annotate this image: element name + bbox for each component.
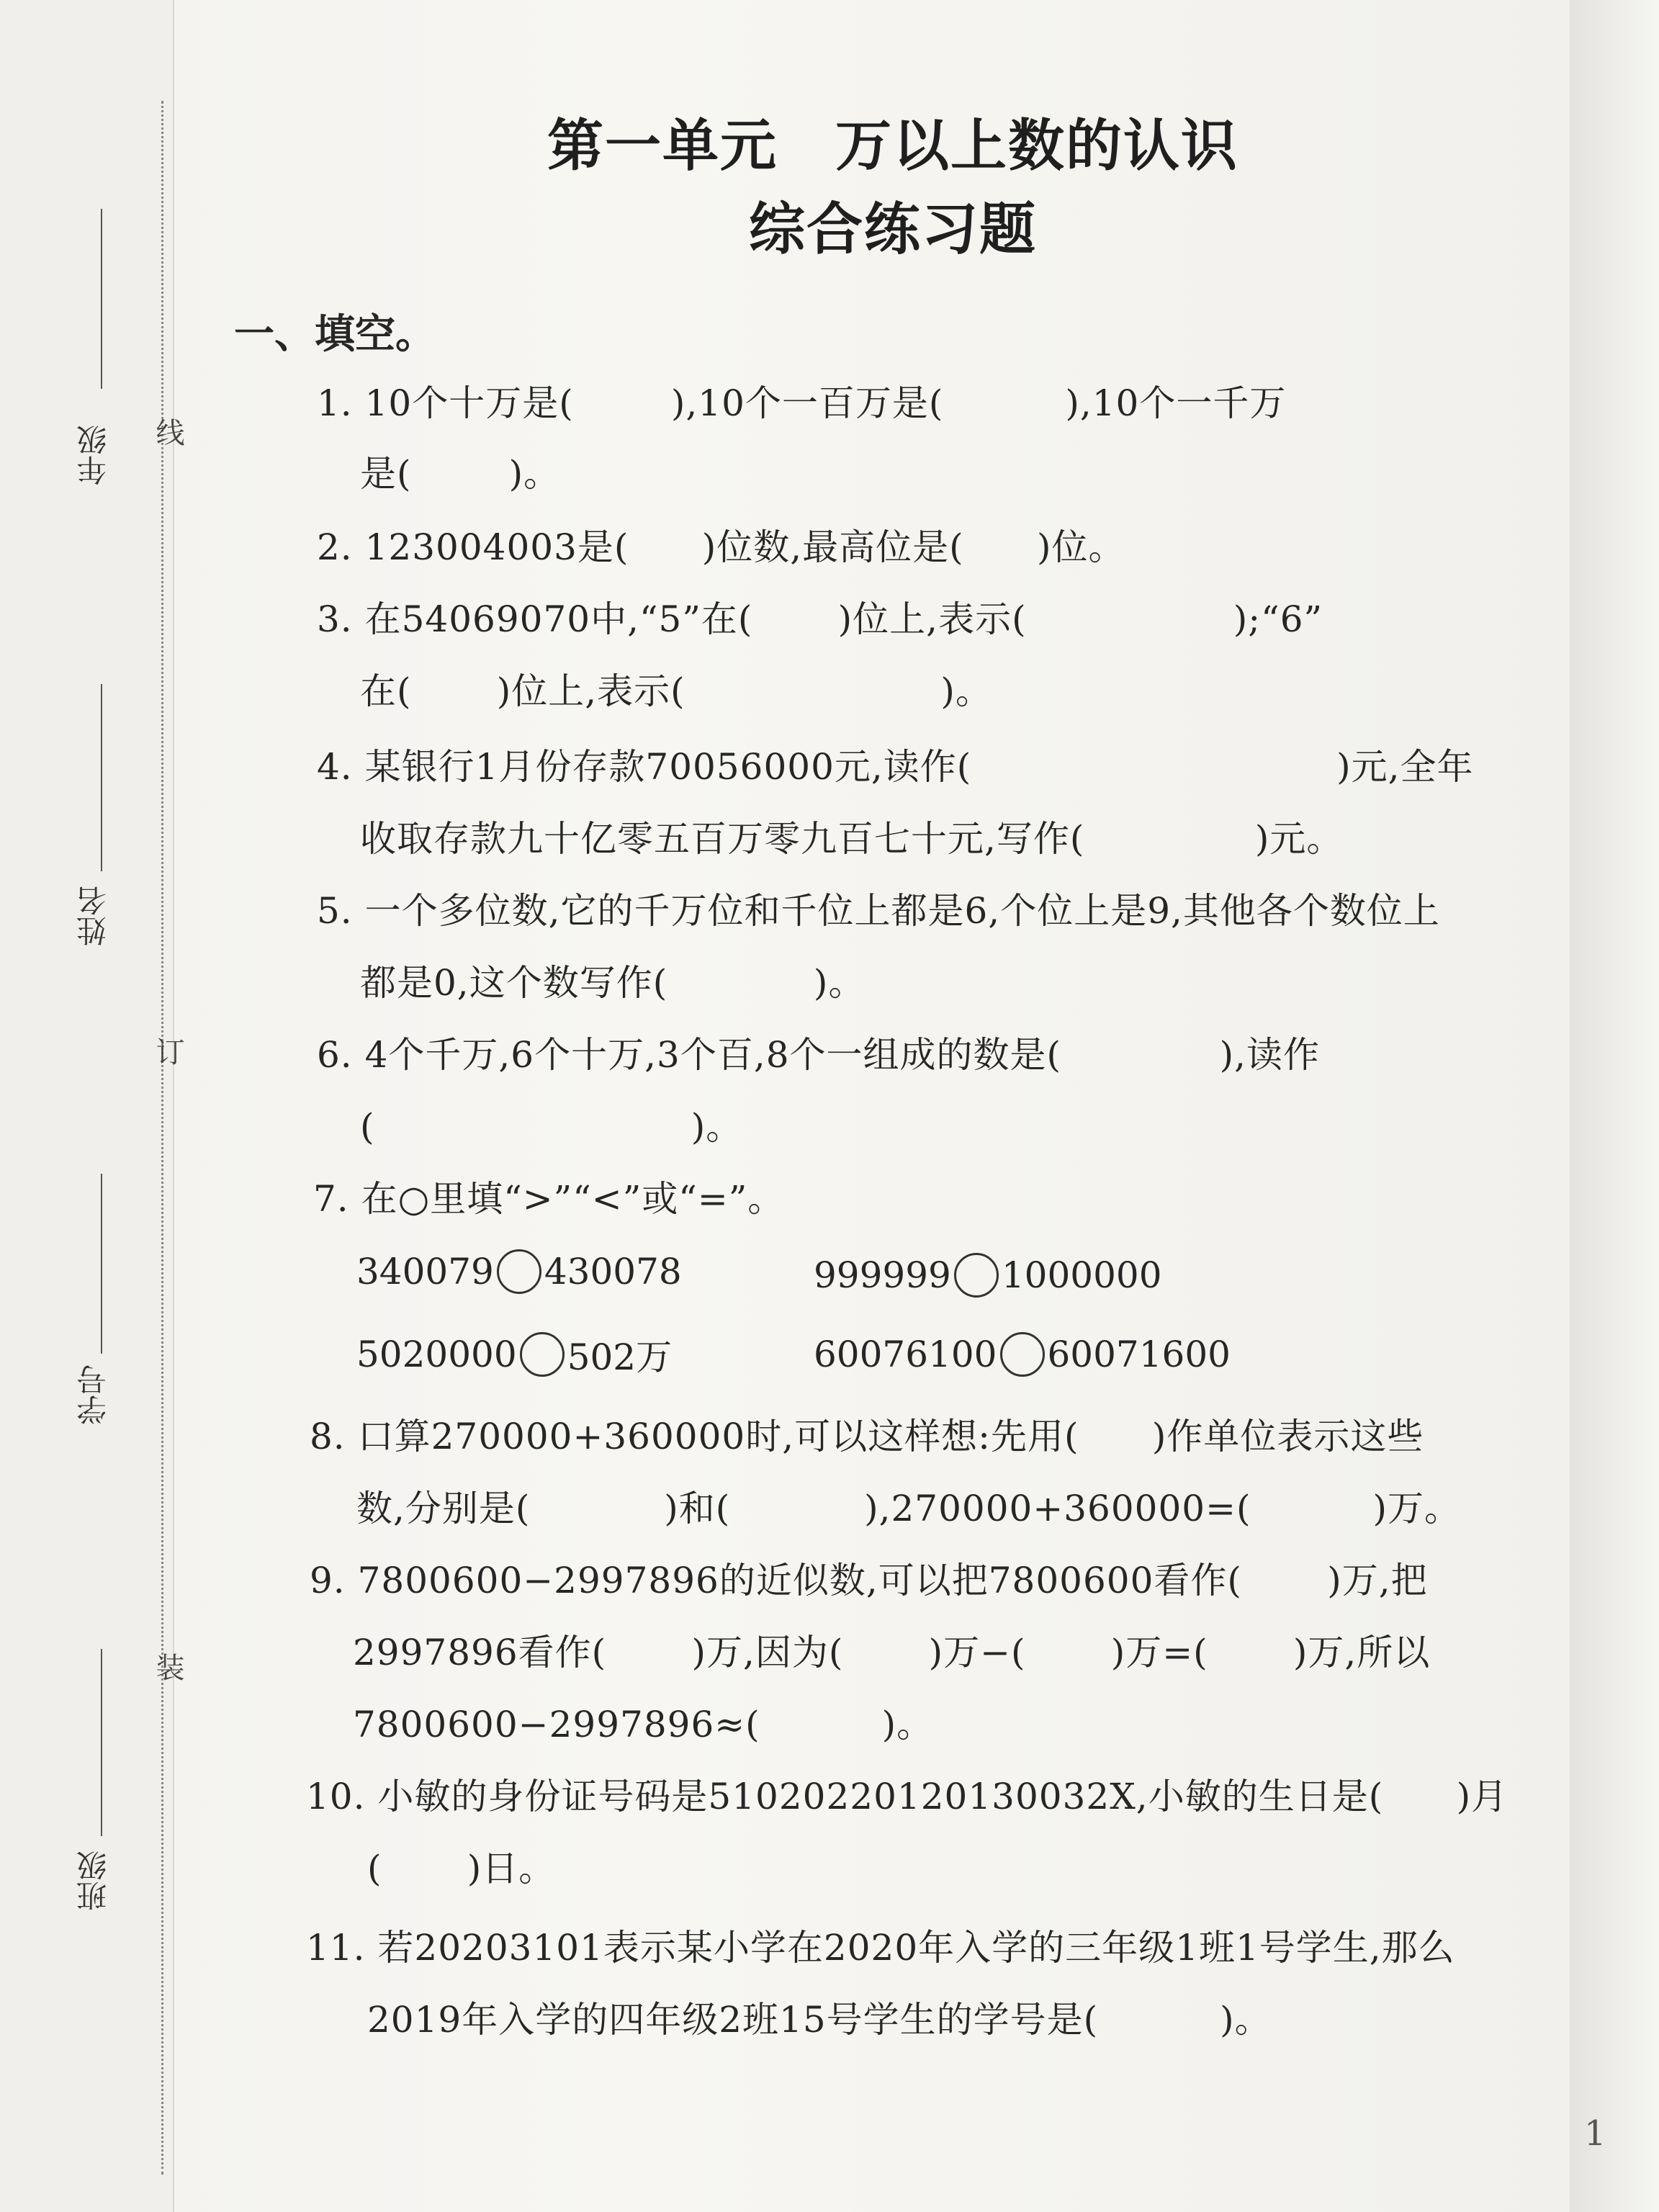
question-1-line-1: 1. 10个十万是( ),10个一百万是( ),10个一千万: [317, 382, 1287, 424]
question-10-line-2: ( )日。: [367, 1848, 556, 1889]
bind-mark: 装: [151, 1653, 184, 1681]
compare-item-2: [814, 1253, 1162, 1298]
compare-right: 1000000: [1001, 1254, 1162, 1296]
name-label: 姓名: [76, 886, 111, 946]
question-10-line-1: 10. 小敏的身份证号码是51020220120130032X,小敏的生日是( )月: [306, 1776, 1509, 1817]
compare-circle-input[interactable]: [497, 1249, 541, 1294]
question-11-line-1: 11. 若20203101表示某小学在2020年入学的三年级1班1号学生,那么: [306, 1927, 1455, 1969]
compare-item-1: [356, 1249, 682, 1294]
question-6-line-2: ( )。: [360, 1106, 743, 1148]
question-1-line-2: 是( )。: [360, 453, 561, 495]
compare-left: 340079: [356, 1251, 494, 1292]
class-label: 班级: [76, 1851, 111, 1911]
worksheet-subtitle: 综合练习题: [748, 197, 1037, 262]
class-underline[interactable]: [101, 1649, 102, 1836]
question-3-line-2: 在( )位上,表示( )。: [360, 670, 992, 712]
section-heading-fill-in: 一、填空。: [234, 311, 436, 358]
question-8-line-1: 8. 口算270000+360000时,可以这样想:先用( )作单位表示这些: [310, 1416, 1424, 1457]
grade-underline[interactable]: [101, 209, 102, 389]
question-7-line-1: 7. 在○里填“>”“<”或“=”。: [313, 1178, 785, 1220]
compare-circle-input[interactable]: [520, 1332, 565, 1377]
compare-circle-input[interactable]: [1000, 1332, 1045, 1377]
question-9-line-3: 7800600−2997896≈( )。: [353, 1704, 934, 1745]
page-edge: [1570, 0, 1659, 2212]
grade-label: 年级: [76, 425, 111, 485]
compare-right: 60071600: [1047, 1334, 1231, 1375]
question-4-line-2: 收取存款九十亿零五百万零九百七十元,写作( )元。: [360, 818, 1344, 860]
compare-right: 430078: [544, 1251, 682, 1292]
question-8-line-2: 数,分别是( )和( ),270000+360000=( )万。: [356, 1488, 1461, 1529]
student-no-label: 学号: [76, 1364, 111, 1425]
line-mark: 线: [151, 418, 184, 446]
question-9-line-2: 2997896看作( )万,因为( )万−( )万=( )万,所以: [353, 1632, 1431, 1673]
compare-left: 999999: [814, 1254, 951, 1296]
question-11-line-2: 2019年入学的四年级2班15号学生的学号是( )。: [367, 1999, 1272, 2041]
question-5-line-2: 都是0,这个数写作( )。: [360, 962, 866, 1004]
compare-right: 502万: [567, 1336, 673, 1378]
compare-circle-input[interactable]: [954, 1253, 999, 1298]
question-5-line-1: 5. 一个多位数,它的千万位和千位上都是6,个位上是9,其他各个数位上: [317, 890, 1440, 932]
compare-left: 5020000: [356, 1334, 517, 1375]
compare-left: 60076100: [814, 1334, 997, 1375]
question-6-line-1: 6. 4个千万,6个十万,3个百,8个一组成的数是( ),读作: [317, 1034, 1321, 1076]
unit-title: 第一单元 万以上数的认识: [547, 114, 1238, 179]
question-2-line-1: 2. 123004003是( )位数,最高位是( )位。: [317, 526, 1125, 568]
question-3-line-1: 3. 在54069070中,“5”在( )位上,表示( );“6”: [317, 598, 1323, 640]
compare-item-3: [356, 1328, 672, 1380]
compare-item-4: [814, 1332, 1231, 1377]
student-no-underline[interactable]: [101, 1174, 102, 1354]
question-4-line-1: 4. 某银行1月份存款70056000元,读作( )元,全年: [317, 746, 1474, 788]
binding-dotted-line: [161, 101, 163, 2175]
cut-mark: 订: [151, 1037, 184, 1066]
question-9-line-1: 9. 7800600−2997896的近似数,可以把7800600看作( )万,把: [310, 1560, 1428, 1601]
page-number: 1: [1584, 2113, 1606, 2154]
name-underline[interactable]: [101, 684, 102, 871]
